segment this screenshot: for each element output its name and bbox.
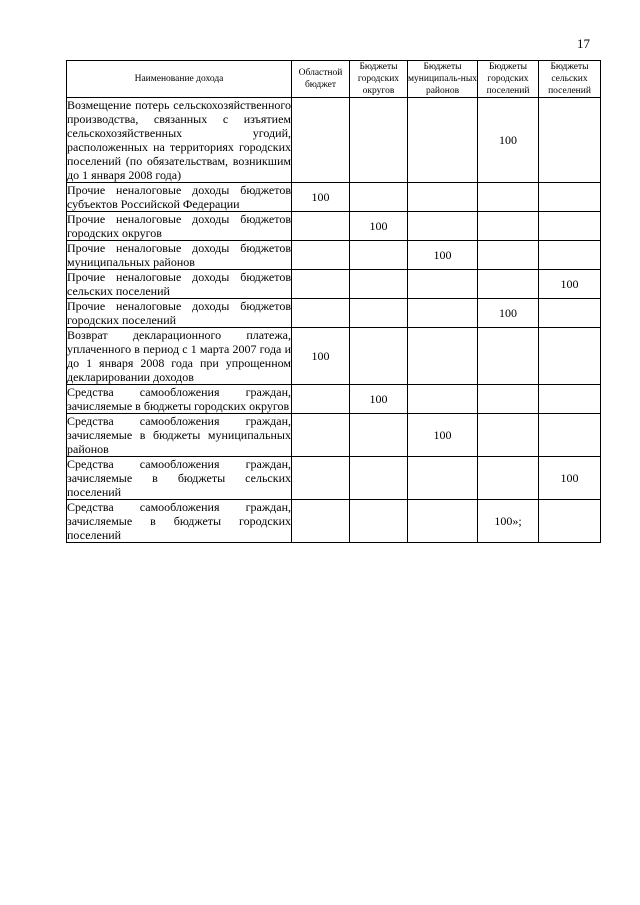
value-cell <box>539 299 601 328</box>
value-cell <box>408 98 478 183</box>
header-revenue-name: Наименование дохода <box>67 61 292 98</box>
value-cell <box>478 241 539 270</box>
value-cell <box>350 98 408 183</box>
revenue-name: Средства самообложения граждан, зачисляемые в бюджеты городских поселений <box>67 500 291 542</box>
table-header-row <box>67 61 601 98</box>
value-cell: 100 <box>539 270 601 299</box>
value-cell: 100 <box>478 98 539 183</box>
revenue-name: Прочие неналоговые доходы бюджетов городских округов <box>67 212 291 240</box>
header-municipal-district-budgets: Бюджеты муниципаль-ных районов <box>408 62 477 96</box>
table-row <box>67 241 601 270</box>
revenue-distribution-table <box>66 60 601 543</box>
table-row <box>67 270 601 299</box>
revenue-name: Возмещение потерь сельскохозяйственного производства, связанных с изъятием сельскохозяйственных угодий, расположенных на территориях городских поселений (по обязательствам, возникшим до 1 января 2008 года) <box>67 98 291 182</box>
value-cell <box>539 183 601 212</box>
table-row <box>67 98 601 183</box>
value-cell: 100 <box>350 385 408 414</box>
header-regional-budget: Областной бюджет <box>292 61 350 98</box>
revenue-name: Средства самообложения граждан, зачисляемые в бюджеты муниципальных районов <box>67 414 291 456</box>
table-row <box>67 299 601 328</box>
value-cell <box>408 299 478 328</box>
value-cell <box>292 500 350 543</box>
value-cell <box>408 183 478 212</box>
value-cell: 100 <box>292 328 350 385</box>
revenue-name: Средства самообложения граждан, зачисляемые в бюджеты городских округов <box>67 385 291 413</box>
revenue-name: Средства самообложения граждан, зачисляемые в бюджеты сельских поселений <box>67 457 291 499</box>
value-cell <box>350 457 408 500</box>
value-cell <box>350 414 408 457</box>
value-cell <box>478 212 539 241</box>
value-cell <box>350 183 408 212</box>
value-cell <box>539 241 601 270</box>
value-cell <box>292 457 350 500</box>
value-cell <box>408 212 478 241</box>
table-row <box>67 385 601 414</box>
revenue-name: Прочие неналоговые доходы бюджетов сельских поселений <box>67 270 291 298</box>
value-cell <box>408 457 478 500</box>
header-city-district-budgets: Бюджеты городских округов <box>350 61 408 98</box>
value-cell: 100 <box>350 212 408 241</box>
value-cell <box>539 414 601 457</box>
value-cell <box>539 212 601 241</box>
value-cell <box>350 500 408 543</box>
value-cell <box>408 270 478 299</box>
revenue-name: Прочие неналоговые доходы бюджетов городских поселений <box>67 299 291 327</box>
value-cell: 100 <box>478 299 539 328</box>
value-cell: 100 <box>539 457 601 500</box>
revenue-name: Прочие неналоговые доходы бюджетов муниципальных районов <box>67 241 291 269</box>
value-cell <box>539 98 601 183</box>
value-cell <box>408 385 478 414</box>
value-cell <box>292 98 350 183</box>
value-cell <box>350 241 408 270</box>
value-cell <box>350 270 408 299</box>
value-cell <box>408 328 478 385</box>
value-cell <box>292 270 350 299</box>
table-row <box>67 183 601 212</box>
value-cell: 100 <box>292 183 350 212</box>
value-cell <box>539 385 601 414</box>
value-cell <box>539 328 601 385</box>
value-cell: 100 <box>408 241 478 270</box>
table-row <box>67 457 601 500</box>
value-cell <box>292 414 350 457</box>
value-cell <box>292 241 350 270</box>
table-row <box>67 212 601 241</box>
value-cell <box>539 500 601 543</box>
value-cell <box>350 299 408 328</box>
table-row <box>67 500 601 543</box>
revenue-name: Прочие неналоговые доходы бюджетов субъектов Российской Федерации <box>67 183 291 211</box>
value-cell <box>478 270 539 299</box>
value-cell: 100 <box>408 414 478 457</box>
table-row <box>67 328 601 385</box>
value-cell <box>478 385 539 414</box>
value-cell <box>408 500 478 543</box>
value-cell <box>292 385 350 414</box>
page-number: 17 <box>577 36 590 51</box>
value-cell <box>478 183 539 212</box>
value-cell <box>350 328 408 385</box>
header-rural-settlement-budgets: Бюджеты сельских поселений <box>539 61 601 98</box>
header-urban-settlement-budgets: Бюджеты городских поселений <box>478 61 539 98</box>
value-cell <box>478 457 539 500</box>
value-cell <box>478 328 539 385</box>
value-cell <box>292 212 350 241</box>
value-cell <box>478 414 539 457</box>
table-row <box>67 414 601 457</box>
revenue-name: Возврат декларационного платежа, уплаченного в период с 1 марта 2007 года и до 1 января 2008 года при упрощенном декларировании доходов <box>67 328 291 384</box>
value-cell <box>292 299 350 328</box>
value-cell: 100»; <box>478 500 539 543</box>
